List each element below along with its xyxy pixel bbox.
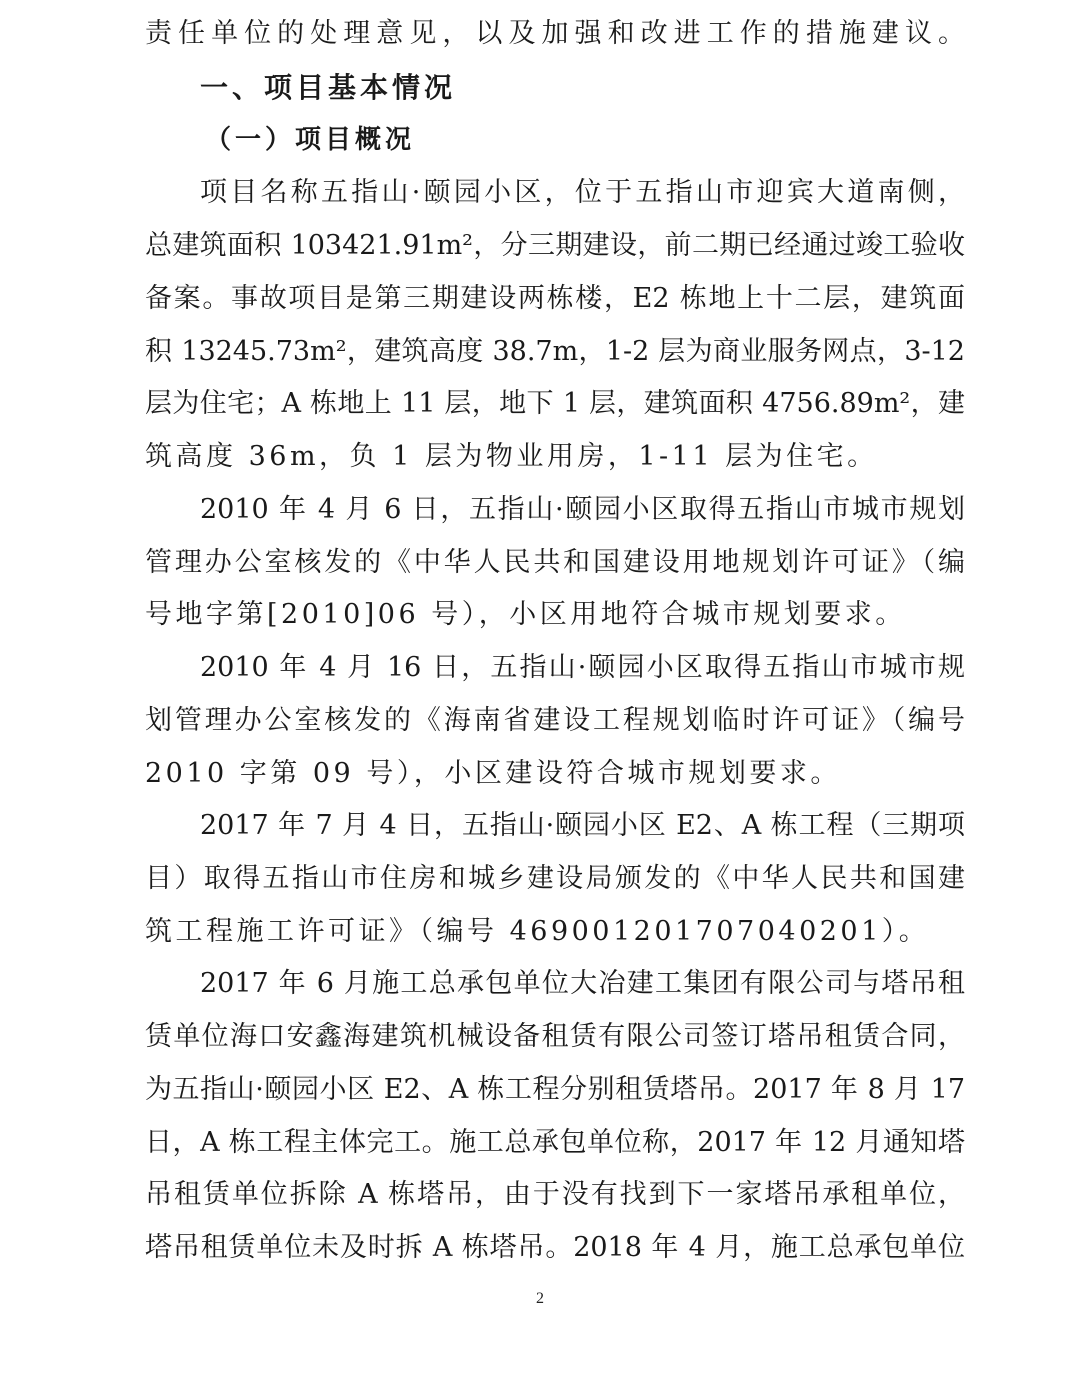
body-text-line: 划管理办公室核发的《海南省建设工程规划临时许可证》（编号 (145, 705, 965, 736)
body-text-line: 吊租赁单位拆除 A 栋塔吊，由于没有找到下一家塔吊承租单位， (145, 1179, 965, 1210)
body-text-line: 备案。事故项目是第三期建设两栋楼，E2 栋地上十二层，建筑面 (145, 283, 965, 314)
body-text-line: 筑高度 36m，负 1 层为物业用房，1-11 层为住宅。 (145, 441, 878, 472)
body-text-line: 号地字第[2010]06 号），小区用地符合城市规划要求。 (145, 599, 906, 630)
body-text-line: 日，A 栋工程主体完工。施工总承包单位称，2017 年 12 月通知塔 (145, 1127, 965, 1158)
body-text-line: 积 13245.73m²，建筑高度 38.7m，1-2 层为商业服务网点，3-12 (145, 336, 965, 367)
body-text-line: 2010 年 4 月 16 日，五指山·颐园小区取得五指山市城市规 (200, 652, 965, 683)
body-text-line: 管理办公室核发的《中华人民共和国建设用地规划许可证》（编 (145, 547, 965, 578)
body-text-line: 2017 年 7 月 4 日，五指山·颐园小区 E2、A 栋工程（三期项 (200, 810, 965, 841)
body-text-line: 项目名称五指山·颐园小区，位于五指山市迎宾大道南侧， (200, 177, 965, 208)
body-text-line: 塔吊租赁单位未及时拆 A 栋塔吊。2018 年 4 月，施工总承包单位 (145, 1232, 965, 1263)
body-text-line: 目）取得五指山市住房和城乡建设局颁发的《中华人民共和国建 (145, 863, 965, 894)
page-number: 2 (536, 1290, 544, 1307)
body-text-line: 为五指山·颐园小区 E2、A 栋工程分别租赁塔吊。2017 年 8 月 17 (145, 1074, 965, 1105)
body-text-line: 总建筑面积 103421.91m²，分三期建设，前二期已经通过竣工验收 (145, 230, 965, 261)
subsection-heading: （一）项目概况 (205, 125, 416, 155)
body-text-line: 赁单位海口安鑫海建筑机械设备租赁有限公司签订塔吊租赁合同， (145, 1021, 965, 1052)
body-text-line: 筑工程施工许可证》（编号 469001201707040201）。 (145, 916, 930, 947)
body-text-line: 责任单位的处理意见，以及加强和改进工作的措施建议。 (145, 18, 965, 49)
body-text-line: 2017 年 6 月施工总承包单位大冶建工集团有限公司与塔吊租 (200, 968, 965, 999)
body-text-line: 层为住宅；A 栋地上 11 层，地下 1 层，建筑面积 4756.89m²，建 (145, 388, 965, 419)
body-text-line: 2010 字第 09 号），小区建设符合城市规划要求。 (145, 758, 841, 789)
section-heading: 一、项目基本情况 (200, 71, 457, 104)
body-text-line: 2010 年 4 月 6 日，五指山·颐园小区取得五指山市城市规划 (200, 494, 965, 525)
